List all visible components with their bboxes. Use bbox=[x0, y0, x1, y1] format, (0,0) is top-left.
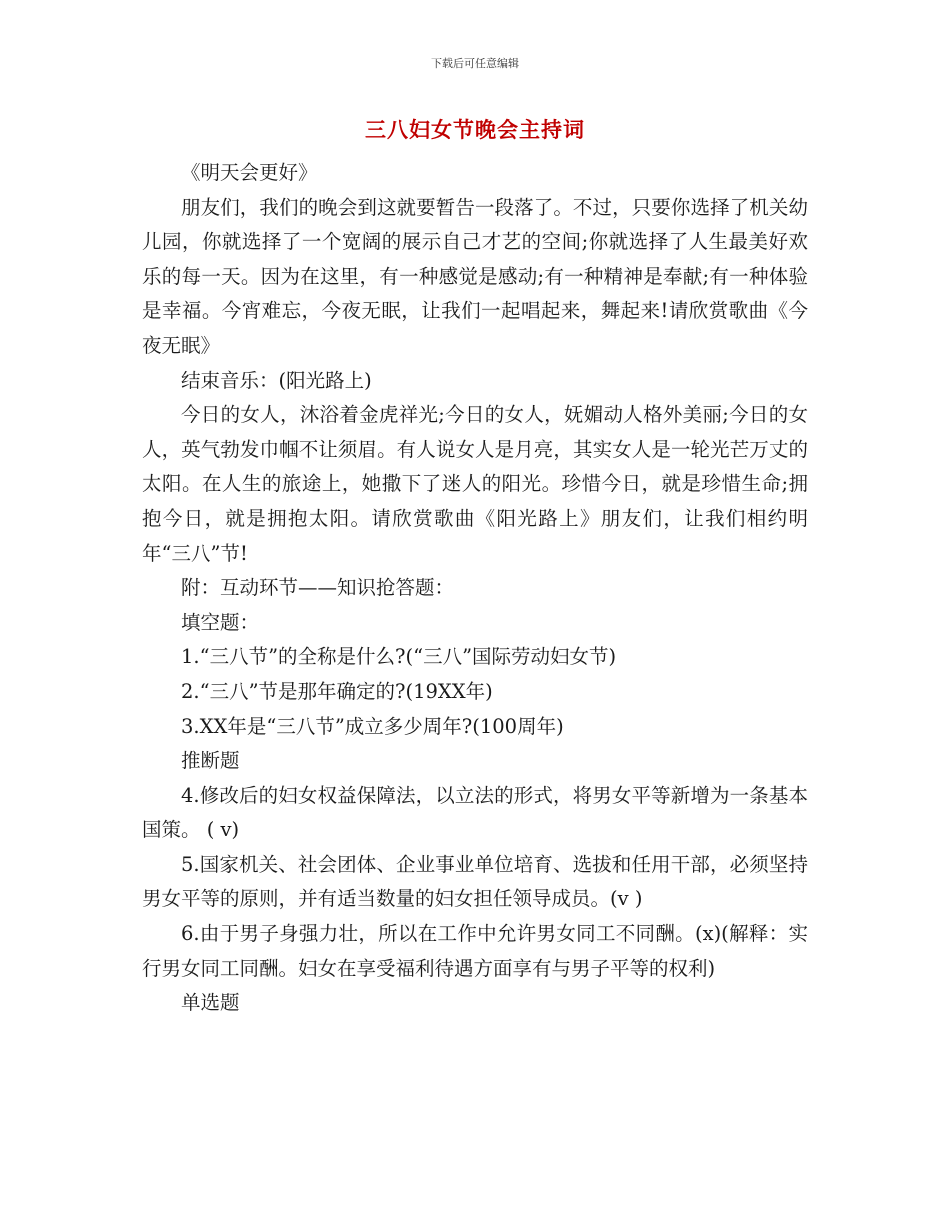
paragraph-ending-music: 结束音乐：(阳光路上) bbox=[181, 368, 372, 392]
section-true-false: 推断题 bbox=[181, 749, 240, 773]
paragraph-appendix-heading: 附：互动环节——知识抢答题： bbox=[181, 576, 455, 600]
section-single-choice: 单选题 bbox=[181, 991, 240, 1015]
question-3: 3.XX年是“三八节”成立多少周年?(100周年) bbox=[181, 714, 564, 738]
document-title: 三八妇女节晚会主持词 bbox=[365, 118, 585, 142]
document-body bbox=[142, 156, 808, 1021]
section-fill-in-blank: 填空题： bbox=[181, 610, 260, 634]
paragraph-women-tribute: 今日的女人，沐浴着金虎祥光;今日的女人，妩媚动人格外美丽;今日的女人，英气勃发巾帼不让须眉。有人说女人是月亮，其实女人是一轮光芒万丈的太阳。在人生的旅途上，她撒下了迷人的阳光。珍惜今日，就是珍惜生命;拥抱今日，就是拥抱太阳。请欣赏歌曲《阳光路上》朋友们，让我们相约明年“三八”节! bbox=[142, 403, 808, 565]
paragraph-closing-speech: 朋友们，我们的晚会到这就要暂告一段落了。不过，只要你选择了机关幼儿园，你就选择了一个宽阔的展示自己才艺的空间;你就选择了人生最美好欢乐的每一天。因为在这里，有一种感觉是感动;有一种精神是奉献;有一种体验是幸福。今宵难忘，今夜无眠，让我们一起唱起来，舞起来!请欣赏歌曲《今夜无眠》 bbox=[142, 195, 808, 357]
header-note: 下载后可任意编辑 bbox=[431, 57, 519, 70]
question-4: 4.修改后的妇女权益保障法，以立法的形式，将男女平等新增为一条基本国策。 ( v) bbox=[142, 783, 808, 842]
question-6: 6.由于男子身强力壮，所以在工作中允许男女同工不同酬。(x)(解释：实行男女同工同酬。妇女在享受福利待遇方面享有与男子平等的权利) bbox=[142, 922, 808, 980]
question-2: 2.“三八”节是那年确定的?(19XX年) bbox=[181, 679, 493, 703]
question-5: 5.国家机关、社会团体、企业事业单位培育、选拔和任用干部，必须坚持男女平等的原则，并有适当数量的妇女担任领导成员。(v ) bbox=[142, 852, 808, 911]
paragraph-song-title: 《明天会更好》 bbox=[181, 161, 318, 184]
question-1: 1.“三八节”的全称是什么?(“三八”国际劳动妇女节) bbox=[181, 645, 617, 669]
